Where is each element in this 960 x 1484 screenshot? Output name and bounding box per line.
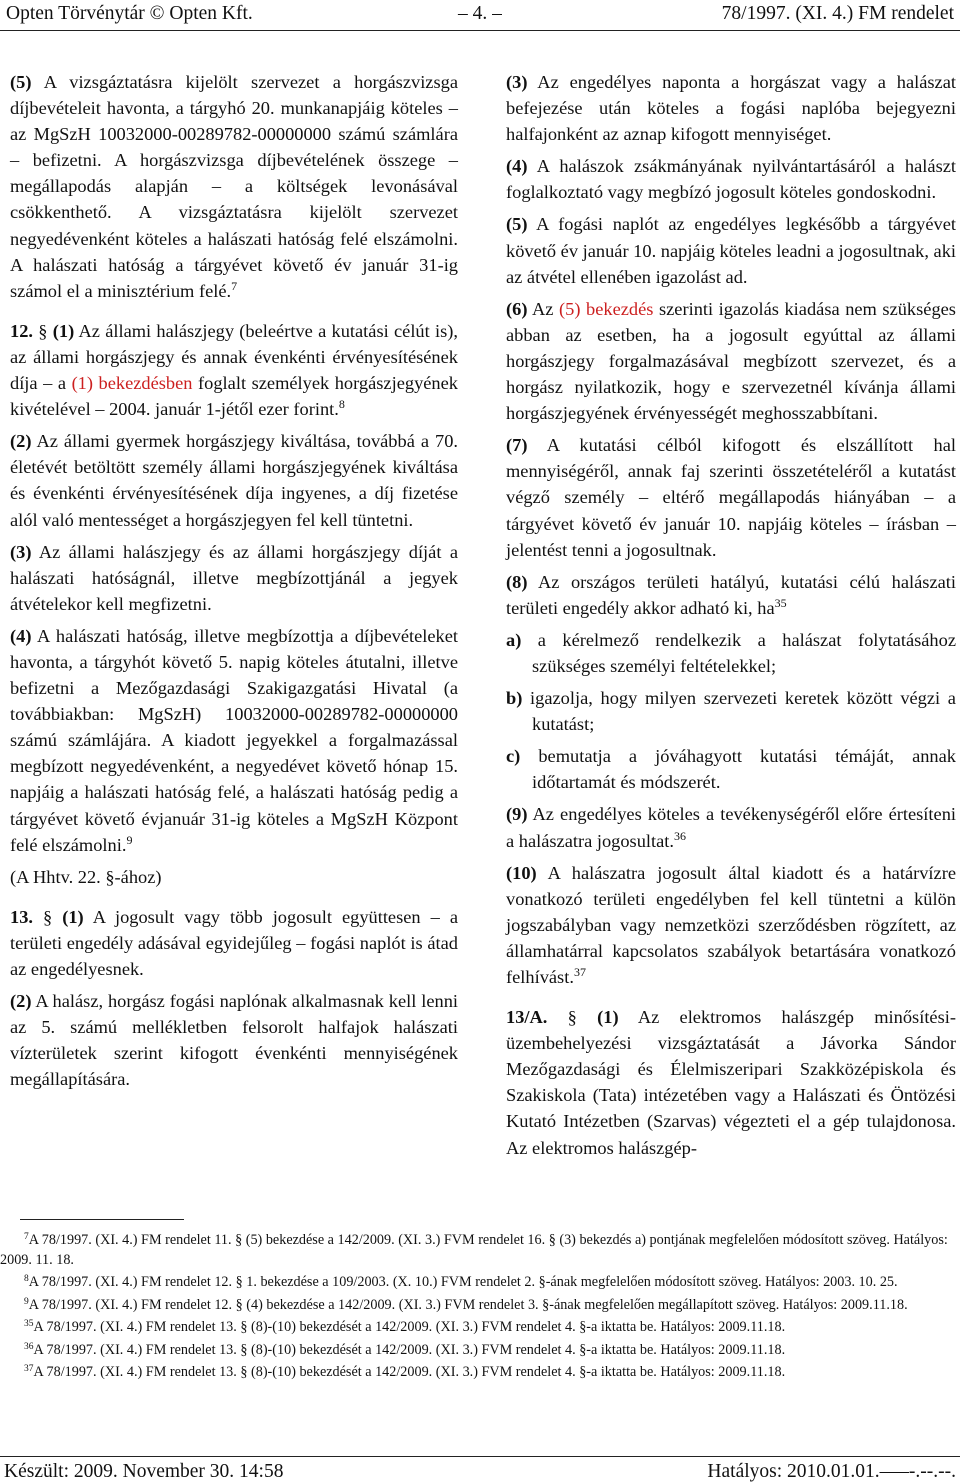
footnote-ref-37[interactable]: 37 <box>573 965 586 979</box>
section-sign: § <box>567 1007 577 1028</box>
section-number: 12. <box>10 320 33 341</box>
paragraph-text: foglalt személyek horgászjegyének kivételével – 2004. január 1-jétől ezer forint. <box>10 373 458 420</box>
paragraph-text: Az engedélyes köteles a tevékenységéről előre értesíteni a halászatra jogosultat. <box>506 804 956 851</box>
list-item-label: b) <box>506 688 523 709</box>
hhtv-reference: (A Hhtv. 22. §-ához) <box>10 866 162 887</box>
paragraph-number: (2) <box>10 991 32 1012</box>
footnote-text: A 78/1997. (XI. 4.) FM rendelet 13. § (8)-(10) bekezdését a 142/2009. (XI. 3.) FVM rendelet 4. §-a iktatta be. Hatályos: 2009.11.18. <box>33 1364 786 1380</box>
paragraph-number: (5) <box>10 72 32 92</box>
footnote-number: 37 <box>24 1364 34 1374</box>
paragraph-13-3 <box>506 69 956 147</box>
section-sign: § <box>43 906 53 927</box>
footnote-ref-36[interactable]: 36 <box>674 828 687 843</box>
paragraph-number: (4) <box>506 156 528 177</box>
paragraph-13-2 <box>10 988 458 1092</box>
footnote-number: 35 <box>24 1319 34 1329</box>
header-publisher: Opten Törvénytár © Opten Kft. <box>6 3 253 24</box>
paragraph-number: (2) <box>10 431 32 452</box>
paragraph-13-7 <box>506 432 956 562</box>
footnotes <box>0 1231 960 1386</box>
paragraph-text: Az elektromos halászgép minősítési-üzembehelyezési vizsgáztatását a Jávorka Sándor Mezőgazdasági és Élelmiszeripari Szakközépiskola és Szakiskola (Tata) intézetében vagy a Halászati és Öntözési Kutató Intézetben (Szarvas) végezteti el a gép tulajdonosa. Az elektromos halászgép- <box>506 1007 956 1158</box>
paragraph-number: (3) <box>506 72 528 92</box>
paragraph-number: (1) <box>52 320 75 341</box>
footnote-number: 8 <box>24 1274 29 1284</box>
footnote-text: A 78/1997. (XI. 4.) FM rendelet 12. § 1. bekezdése a 109/2003. (X. 10.) FVM rendelet 2. §-ának megfelelően módosított szöveg. Hatályos: 2003. 10. 25. <box>28 1274 898 1290</box>
footnote-36 <box>0 1341 960 1361</box>
section-sign: § <box>38 320 48 341</box>
paragraph-text: A halászati hatóság, illetve megbízottja a díjbevételeket havonta, a tárgyhót követő 5. napig köteles átutalni, illetve befizetni a Mezőgazdasági Szakigazgatási Hivatal (a továbbiakban: MgSzH) 10032000-00289782-00000000 számú számlájára. A kiadott jegyekkel a forgalmazással megbízott negyedévenként, a negyedévet követő hónap 15. napjáig a halászati hatóság felé, a halászati hatóság pedig a tárgyévet követő évjanuár 31-ig köteles a MgSzH Központ felé elszámolni. <box>10 625 458 855</box>
footnote-ref-9[interactable]: 9 <box>126 832 133 847</box>
paragraph-number: (4) <box>10 625 32 646</box>
paragraph-12-3 <box>10 539 458 617</box>
footnote-text: A 78/1997. (XI. 4.) FM rendelet 12. § (4) bekezdése a 142/2009. (XI. 3.) FVM rendelet 3. §-ának megfelelően megállapított szöveg. Hatályos: 2009.11.18. <box>28 1296 908 1313</box>
footnote-7 <box>0 1231 960 1270</box>
paragraph-text: szerinti igazolás kiadása nem szükséges abban az esetben, ha a jogosult egyúttal az állami horgászjegy forgalmazásával megbízott szervezet, és a horgász nyilatkozik, hogy e szervezetnél kívánja állami horgászjegyének érvényességét meghosszabbítani. <box>506 298 956 424</box>
footnote-ref-7[interactable]: 7 <box>231 278 238 293</box>
paragraph-13-10 <box>506 860 956 990</box>
list-item-text: igazolja, hogy milyen szervezeti keretek között végzi a kutatást; <box>530 688 956 735</box>
section-number: 13/A. <box>506 1007 548 1028</box>
list-item-text: bemutatja a jóváhagyott kutatási témáját, annak időtartamát és módszerét. <box>532 746 956 793</box>
list-item-label: a) <box>506 629 522 650</box>
paragraph-number: (9) <box>506 804 528 825</box>
list-item-c <box>506 743 956 795</box>
header-document-title: 78/1997. (XI. 4.) FM rendelet <box>721 3 954 24</box>
paragraph-text: A vizsgáztatásra kijelölt szervezet a horgászvizsga díjbevételeit havonta, a tárgyhó 20. munkanapjáig köteles – az MgSzH 10032000-00289782-00000000 számú számlára – befizetni. A horgászvizsga díjbevételének összege – megállapodás alapján – a költségek levonásával csökkenthető. A vizsgáztatásra kijelölt szervezet negyedévenként köteles a halászati hatóság felé elszámolni. A halászati hatóság a tárgyévet követő év január 31-ig számol el a minisztérium felé. <box>10 72 458 301</box>
footnote-number: 9 <box>24 1296 29 1307</box>
paragraph-text: A jogosult vagy több jogosult együttesen – a területi engedély adásával egyidejűleg – fogási naplót is átad az engedélyesnek. <box>10 906 458 979</box>
paragraph-13-4 <box>506 153 956 205</box>
footnote-number: 7 <box>24 1232 29 1242</box>
cross-reference-link[interactable]: (5) bekezdés <box>559 298 654 319</box>
footnote-9 <box>0 1296 960 1316</box>
footnote-text: A 78/1997. (XI. 4.) FM rendelet 13. § (8)-(10) bekezdését a 142/2009. (XI. 3.) FVM rendelet 4. §-a iktatta be. Hatályos: 2009.11.18. <box>33 1319 786 1335</box>
section-13-1 <box>10 904 458 982</box>
footer-divider <box>0 1456 960 1457</box>
paragraph-text: Az állami gyermek horgászjegy kiváltása, továbbá a 70. életévét betöltött személy állami horgászjegyének kiváltása és évenkénti érvényesítésének díja ingyenes, a díj fizetése alól való mentességet a horgászjegyen fel kell tüntetni. <box>10 431 458 530</box>
paragraph-number: (8) <box>506 571 528 592</box>
paragraph-text: A halász, horgász fogási naplónak alkalmasnak kell lenni az 5. számú mellékletben felsorolt halfajok halászati vízterületek szerint kifogott évenkénti mennyiségének megállapítására. <box>10 991 458 1090</box>
paragraph-number: (1) <box>597 1007 619 1028</box>
footnote-text: A 78/1997. (XI. 4.) FM rendelet 11. § (5) bekezdése a 142/2009. (XI. 3.) FVM rendelet 16. § (3) bekezdés a) pontjának megfelelően módosított szöveg. Hatályos: 2009. 11. 18. <box>0 1232 948 1268</box>
list-item-text: a kérelmező rendelkezik a halászat folytatásához szükséges személyi feltételekkel; <box>532 629 956 676</box>
paragraph-number: (6) <box>506 298 528 319</box>
paragraph-12-2 <box>10 428 458 532</box>
paragraph-text: A fogási naplót az engedélyes legkésőbb a tárgyévet követő év január 10. napjáig köteles leadni a jogosultnak, aki az átvétel ellenében igazolást ad. <box>506 214 956 287</box>
paragraph-number: (7) <box>506 435 528 456</box>
section-12-1 <box>10 318 458 422</box>
paragraph-text: Az engedélyes naponta a horgászat vagy a halászat befejezése után köteles a fogási naplóba bejegyezni halfajonként az aznap kifogott mennyiséget. <box>506 72 956 145</box>
header-page-number: – 4. – <box>458 3 502 24</box>
paragraph-13-6 <box>506 296 956 426</box>
paragraph-text: A halászok zsákmányának nyilvántartásáról a halászt foglalkoztató vagy megbízó jogosult köteles gondoskodni. <box>506 156 956 203</box>
footnote-37 <box>0 1363 960 1383</box>
footnote-35 <box>0 1318 960 1338</box>
paragraph-number: (10) <box>506 862 537 883</box>
paragraph-number: (5) <box>506 214 528 235</box>
paragraph-number: (3) <box>10 541 32 562</box>
footer-generated-date: Készült: 2009. November 30. 14:58 <box>4 1461 284 1482</box>
footnote-8 <box>0 1273 960 1293</box>
footer-effective-date: Hatályos: 2010.01.01.–––-.--.--. <box>707 1461 956 1482</box>
section-13a-1 <box>506 1004 956 1161</box>
list-item-label: c) <box>506 746 521 767</box>
footnote-ref-8[interactable]: 8 <box>338 397 345 412</box>
section-number: 13. <box>10 906 33 927</box>
header-divider <box>0 30 960 31</box>
paragraph-12-4 <box>10 623 458 858</box>
list-item-a <box>506 627 956 679</box>
paragraph-13-9 <box>506 801 956 853</box>
paragraph-text: Az országos területi hatályú, kutatási célú halászati területi engedély akkor adható ki, ha <box>506 571 956 618</box>
footnote-number: 36 <box>24 1341 34 1352</box>
footnote-text: A 78/1997. (XI. 4.) FM rendelet 13. § (8)-(10) bekezdését a 142/2009. (XI. 3.) FVM rendelet 4. §-a iktatta be. Hatályos: 2009.11.18. <box>33 1341 786 1358</box>
paragraph-11-5 <box>10 69 458 304</box>
paragraph-number: (1) <box>62 906 84 927</box>
paragraph-text: Az állami halászjegy és az állami horgászjegy díját a halászati hatóságnál, illetve megbízottjánál a jegyek átvételekor kell megfizetni. <box>10 541 458 614</box>
paragraph-text: A kutatási célból kifogott és elszállított hal mennyiségéről, annak faj szerinti összetételéről a kutatást végző személy – eltérő megállapodás hiányában – a tárgyévet követő év január 10. napjáig köteles – írásban – jelentést tenni a jogosultnak. <box>506 435 956 560</box>
paragraph-13-8 <box>506 569 956 621</box>
left-column <box>10 69 458 1098</box>
footnote-ref-35[interactable]: 35 <box>774 595 787 610</box>
paragraph-text: Az <box>532 298 554 319</box>
paragraph-text: Az állami halászjegy (beleértve a kutatási célút is), az állami horgászjegy és annak évenkénti érvényesítésének díja – a <box>10 320 458 394</box>
list-item-b <box>506 685 956 737</box>
paragraph-13-5 <box>506 211 956 289</box>
footnote-divider <box>20 1219 184 1220</box>
cross-reference-link[interactable]: (1) bekezdésben <box>71 373 193 394</box>
right-column <box>506 69 956 1167</box>
page-header <box>6 0 954 30</box>
paragraph-text: A halászatra jogosult által kiadott és a határvízre vonatkozó területi engedélyben fel kell tüntetni a külön jogszabályban vagy nemzetközi szerződésben rögzített, az államhatárral kapcsolatos szabályok betartására vonatkozó felhívást. <box>506 862 956 987</box>
